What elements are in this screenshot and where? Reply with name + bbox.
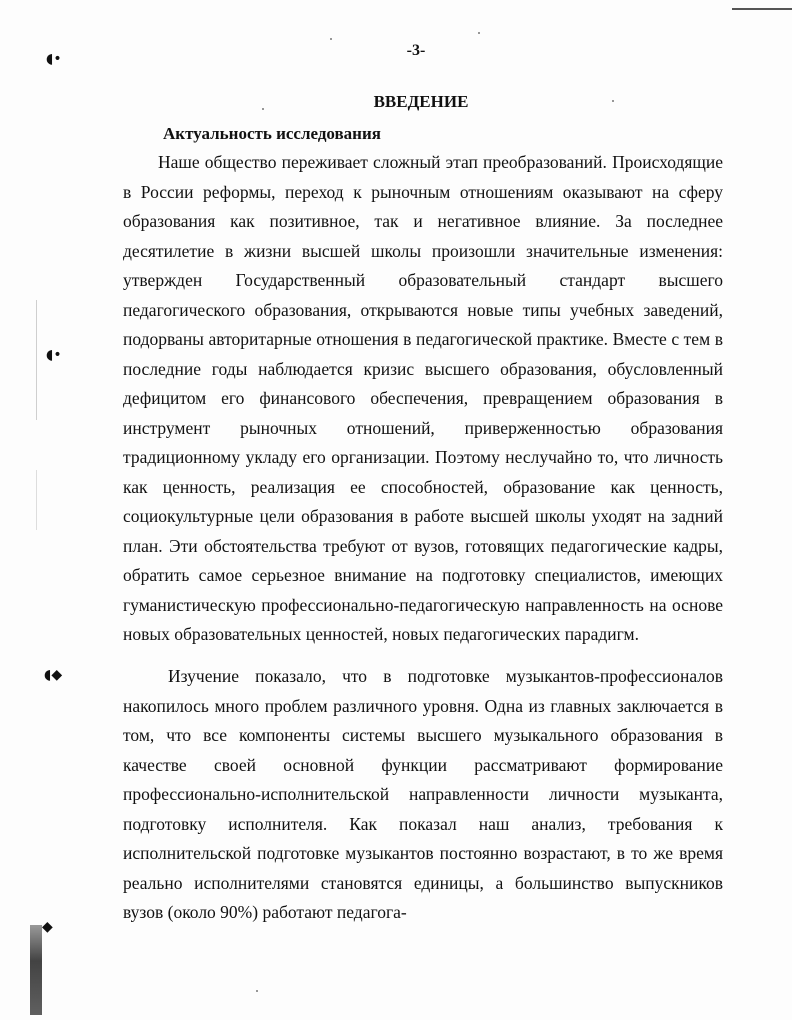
scan-edge-line bbox=[732, 8, 792, 10]
scan-speck bbox=[256, 990, 258, 992]
scan-edge-stain bbox=[30, 925, 42, 1015]
scan-speck bbox=[478, 32, 480, 34]
binder-hole-mark: ◖• bbox=[46, 347, 62, 363]
paragraph: Наше общество переживает сложный этап преобразований. Происходящие в России реформы, переход к рыночным отношениям оказывают на сферу образования как позитивное, так и негативное влияние. За последнее десятилетие в жизни высшей школы произошли значительные изменения: утвержден Государственный образовательный стандарт высшего педагогического образования, открываются новые типы учебных заведений, подорваны авторитарные отношения в педагогической практике. Вместе с тем в последние годы наблюдается кризис высшего образования, обусловленный дефицитом его финансового обеспечения, превращением образования в инструмент рыночных отношений, приверженностью образования традиционному укладу его организации. Поэтому неслучайно то, что личность как ценность, реализация ее способностей, образование как ценность, социокультурные цели образования в работе высшей школы уходят на задний план. Эти обстоятельства требуют от вузов, готовящих педагогические кадры, обратить самое серьезное внимание на подготовку специалистов, имеющих гуманистическую профессионально-педагогическую направленность на основе новых образовательных ценностей, новых педагогических парадигм. bbox=[123, 152, 723, 644]
page-number: -3- bbox=[406, 42, 426, 59]
binder-hole-mark: ◆ bbox=[42, 919, 53, 935]
binder-hole-mark: ◖• bbox=[46, 51, 62, 67]
margin-artifact bbox=[36, 300, 37, 420]
chapter-title: ВВЕДЕНИЕ bbox=[373, 92, 469, 111]
scan-speck bbox=[330, 38, 332, 40]
paragraph: Изучение показало, что в подготовке музыкантов-профессионалов накопилось много проблем различного уровня. Одна из главных заключается в том, что все компоненты системы высшего музыкального образования в качестве своей основной функции рассматривают формирование профессионально-исполнительской направленности личности музыканта, подготовку исполнителя. Как показал наш анализ, требования к исполнительской подготовке музыкантов постоянно возрастают, в то же время реально исполнителями становятся единицы, а большинство выпускников вузов (около 90%) работают педагога- bbox=[123, 666, 723, 922]
binder-hole-mark: ◖◆ bbox=[44, 667, 63, 683]
section-heading: Актуальность исследования bbox=[163, 124, 381, 143]
margin-artifact bbox=[36, 470, 37, 530]
